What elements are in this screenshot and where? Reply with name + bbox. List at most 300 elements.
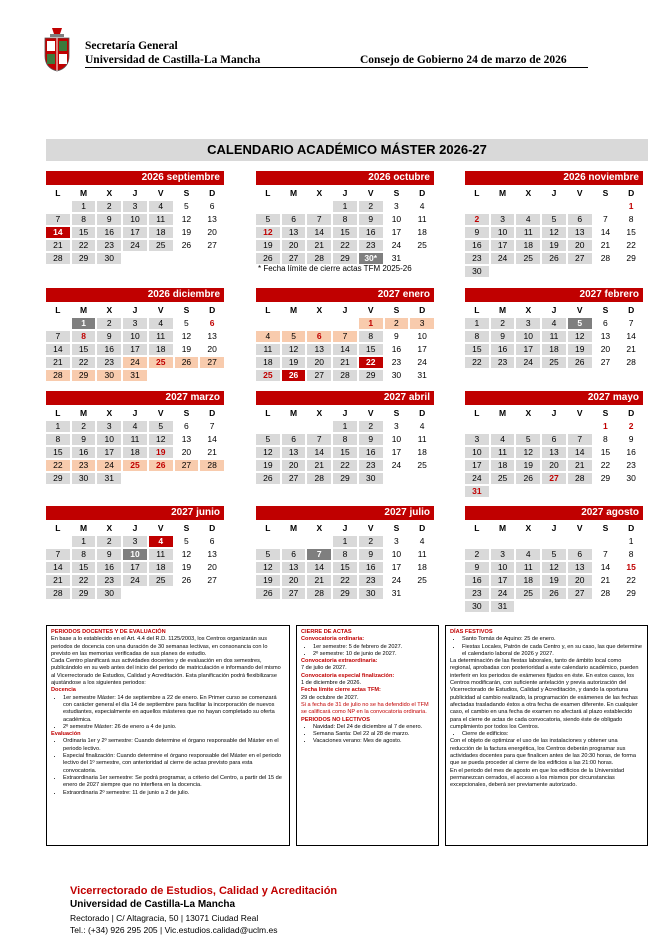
weekday-header: J <box>132 305 138 315</box>
calendar-day: 16 <box>626 447 636 457</box>
calendar-day: 7 <box>46 214 70 225</box>
header-rule <box>85 67 588 68</box>
weekday-header: D <box>628 188 635 198</box>
weekday-header: L <box>55 408 61 418</box>
calendar-day: 24 <box>391 240 402 250</box>
calendar-day: 23 <box>359 240 383 251</box>
calendar-day: 26 <box>181 575 192 585</box>
weekday-header: D <box>209 523 216 533</box>
weekday-header: J <box>132 408 138 418</box>
calendar-day: 12 <box>181 549 192 559</box>
festivos-text-1: La determinación de las fiestas laborales, tanto de ámbito local como regional, aprobadas con posterioridad a este calendario académico, pueden interferir en los periodos de exámenes fijados en éste. En estos casos, los Centros modificarán, con suficiente antelación y previa autorización del Vicerrectorado de Estudios, Calidad y Acreditación, y dando la oportuna publicidad al cambio realizado, la programación de exámenes de las fechas afectadas trasladando éstos a otra fecha de examen diferente. En cualquier caso, el cambio en una fecha de examen no afectará al plazo establecido para el cierre de actas de cada convocatoria, siendo éste de obligado cumplimiento por todos los Centros. <box>450 658 639 730</box>
calendar-day: 3 <box>394 536 399 546</box>
evaluacion-item: • Extraordinaria 2º semestre: 11 de junio a 2 de julio. <box>63 790 285 797</box>
calendar-day: 19 <box>542 240 566 251</box>
calendar-day: 25 <box>516 253 540 264</box>
calendar-day: 2 <box>385 318 409 329</box>
calendar-day: 12 <box>282 344 306 355</box>
calendar-day: 6 <box>209 536 215 546</box>
footer-address: Rectorado | C/ Altagracia, 50 | 13071 Ciudad Real <box>70 913 259 923</box>
calendar-day: 7 <box>46 549 70 560</box>
month-calendar <box>465 288 643 368</box>
calendar-day: 27 <box>568 253 592 264</box>
calendar-day: 2 <box>72 421 96 432</box>
weekday-header: X <box>106 188 113 198</box>
empty-day <box>307 201 331 212</box>
calendar-day: 15 <box>626 562 636 572</box>
calendar-day: 22 <box>626 240 636 250</box>
calendar-day: 6 <box>568 214 592 225</box>
calendar-day: 2 <box>359 536 383 547</box>
calendar-day: 7 <box>307 434 331 445</box>
calendar-day: 29 <box>626 588 636 598</box>
extraordinaria-date: 7 de julio de 2027. <box>301 665 347 672</box>
calendar-day: 23 <box>626 460 636 470</box>
calendar-day: 14 <box>307 227 331 238</box>
calendar-day: 8 <box>603 434 608 444</box>
empty-day <box>594 536 618 547</box>
weekday-header: J <box>551 523 557 533</box>
empty-day <box>282 201 306 212</box>
calendar-day: 10 <box>391 214 402 224</box>
weekday-header: S <box>393 408 400 418</box>
calendar-day: 11 <box>149 214 173 225</box>
calendar-day: 2 <box>359 201 383 212</box>
calendar-day: 4 <box>491 434 515 445</box>
calendar-day: 7 <box>603 549 608 559</box>
weekday-header: V <box>576 188 583 198</box>
calendar-day: 17 <box>97 447 121 458</box>
calendar-day: 15 <box>359 344 383 355</box>
calendar-day: 25 <box>542 357 566 368</box>
calendar-day: 4 <box>516 214 540 225</box>
calendar-day: 8 <box>359 331 383 342</box>
calendar-day: 23 <box>359 460 383 471</box>
weekday-header: S <box>602 305 609 315</box>
calendar-day: 18 <box>542 344 566 355</box>
calendar-day: 10 <box>465 447 489 458</box>
calendar-day: 30 <box>626 473 636 483</box>
calendar-day: 19 <box>181 227 192 237</box>
calendar-day: 4 <box>542 318 566 329</box>
calendar-day: 24 <box>123 240 147 251</box>
calendar-day: 29 <box>333 473 357 484</box>
weekday-header: V <box>576 408 583 418</box>
calendar-day: 1 <box>628 201 634 211</box>
calendar-day: 18 <box>149 344 173 355</box>
footer-contact: Tel.: (+34) 926 295 205 | Vic.estudios.calidad@uclm.es <box>70 925 278 935</box>
calendar-day: 26 <box>149 460 173 471</box>
calendar-day: 20 <box>207 562 217 572</box>
festivo-item: • Santo Tomás de Aquino: 25 de enero. <box>462 636 643 643</box>
empty-day <box>516 536 540 547</box>
calendar-day: 30 <box>97 588 121 599</box>
calendar-day: 24 <box>516 357 540 368</box>
calendar-day: 25 <box>149 575 173 586</box>
extraordinaria-heading: Convocatoria extraordinaria: <box>301 658 378 665</box>
calendar-day: 17 <box>391 447 402 457</box>
calendar-day: 18 <box>516 240 540 251</box>
calendar-day: 3 <box>394 201 399 211</box>
month-title: 2026 noviembre <box>465 171 643 185</box>
weekday-header: D <box>419 408 426 418</box>
calendar-day: 20 <box>307 357 331 368</box>
weekday-header: D <box>419 188 426 198</box>
calendar-day: 15 <box>46 447 70 458</box>
ordinaria-heading: Convocatoria ordinaria: <box>301 636 365 643</box>
weekday-header: M <box>499 523 507 533</box>
calendar-day: 9 <box>628 434 634 444</box>
calendar-day: 20 <box>207 227 217 237</box>
calendar-day: 13 <box>307 344 331 355</box>
calendar-day: 19 <box>149 447 173 458</box>
calendar-day: 3 <box>97 421 121 432</box>
calendar-day: 2 <box>465 214 489 225</box>
weekday-header: M <box>499 305 507 315</box>
calendar-day: 30 <box>72 473 96 484</box>
docencia-item: • 2º semestre Máster: 26 de enero a 4 de junio. <box>63 724 285 731</box>
empty-day <box>491 536 515 547</box>
calendar-day: 13 <box>207 214 217 224</box>
calendar-day: 17 <box>465 460 489 471</box>
calendar-day: 23 <box>465 253 489 264</box>
weekday-header: S <box>183 188 190 198</box>
calendar-day: 8 <box>465 331 489 342</box>
calendar-day: 26 <box>175 357 199 368</box>
calendar-day: 11 <box>256 344 280 355</box>
weekday-header: M <box>80 408 88 418</box>
weekday-header: M <box>80 523 88 533</box>
calendar-day: 22 <box>600 460 611 470</box>
month-title: 2027 abril <box>256 391 434 405</box>
tfm-heading: Fecha límite cierre actas TFM: <box>301 687 381 694</box>
weekday-header: L <box>55 188 61 198</box>
calendar-day: 9 <box>394 331 399 341</box>
calendar-day: 5 <box>184 318 189 328</box>
calendar-day: 9 <box>359 214 383 225</box>
calendar-day: 15 <box>465 344 489 355</box>
calendar-day: 1 <box>603 421 608 431</box>
calendar-day: 1 <box>46 421 70 432</box>
calendar-day: 21 <box>626 344 636 354</box>
empty-day <box>256 536 280 547</box>
empty-day <box>282 421 306 432</box>
calendar-day: 9 <box>491 331 515 342</box>
calendar-day: 1 <box>359 318 383 329</box>
calendar-day: 31 <box>391 253 402 263</box>
calendar-day: 11 <box>542 331 566 342</box>
calendar-day: 10 <box>391 549 402 559</box>
calendar-day: 24 <box>391 575 402 585</box>
calendar-day: 24 <box>123 357 147 368</box>
calendar-day: 10 <box>516 331 540 342</box>
calendar-day: 24 <box>491 588 515 599</box>
calendar-day: 24 <box>123 575 147 586</box>
evaluacion-item: • Ordinaria 1er y 2º semestre: Cuando determine el órgano responsable del Máster en el periodo lectivo. <box>63 738 285 753</box>
calendar-day: 7 <box>603 214 608 224</box>
calendar-day: 17 <box>123 562 147 573</box>
calendar-day: 20 <box>181 447 192 457</box>
calendar-day: 14 <box>307 562 331 573</box>
calendar-day: 12 <box>256 447 280 458</box>
calendar-day: 19 <box>542 575 566 586</box>
calendar-day: 24 <box>97 460 121 471</box>
calendar-day: 3 <box>516 318 540 329</box>
calendar-day: 24 <box>491 253 515 264</box>
calendar-day: 29 <box>333 588 357 599</box>
weekday-header: M <box>80 188 88 198</box>
weekday-header: V <box>367 523 374 533</box>
calendar-day: 8 <box>72 549 96 560</box>
calendar-day: 27 <box>282 253 306 264</box>
month-title: 2027 julio <box>256 506 434 520</box>
calendar-day: 19 <box>256 240 280 251</box>
calendar-day: 1 <box>628 536 634 546</box>
calendar-day: 20 <box>568 240 592 251</box>
periods-text-1: En base a lo establecido en el Art. 4.4 del R.D. 1125/2003, los Centros organizarán sus periodos de docencia con una duración de 30 semanas lectivas, en consonancia con lo previsto en las memorias verificadas de sus planes de estudio. <box>51 636 268 657</box>
calendar-day: 6 <box>307 331 331 342</box>
calendar-day: 8 <box>72 331 96 342</box>
weekday-header: L <box>265 305 271 315</box>
weekday-header: S <box>183 408 190 418</box>
calendar-day: 27 <box>282 588 306 599</box>
calendar-day: 22 <box>72 575 96 586</box>
calendar-day: 9 <box>72 434 96 445</box>
calendar-day: 6 <box>209 201 215 211</box>
no-lectivo-item: • Semana Santa: Del 22 al 28 de marzo. <box>313 731 434 738</box>
calendar-day: 2 <box>359 421 383 432</box>
calendar-day: 18 <box>417 447 427 457</box>
empty-day <box>594 201 618 212</box>
calendar-day: 27 <box>600 357 611 367</box>
empty-day <box>568 536 592 547</box>
calendar-day: 1 <box>333 201 357 212</box>
calendar-day: 17 <box>417 344 427 354</box>
weekday-header: M <box>290 188 298 198</box>
calendar-day: 1 <box>72 536 96 547</box>
calendar-day: 30 <box>465 601 489 612</box>
calendar-day: 11 <box>516 562 540 573</box>
empty-day <box>333 318 357 329</box>
calendar-day: 12 <box>149 434 173 445</box>
calendar-day: 21 <box>46 240 70 251</box>
calendar-day: 8 <box>333 214 357 225</box>
calendar-day: 31 <box>391 588 402 598</box>
weekday-header: L <box>265 408 271 418</box>
calendar-day: 10 <box>491 562 515 573</box>
month-title: 2027 junio <box>46 506 224 520</box>
calendar-day: 20 <box>568 575 592 586</box>
empty-day <box>516 421 540 432</box>
calendar-day: 22 <box>333 240 357 251</box>
calendar-day: 6 <box>542 434 566 445</box>
calendar-day: 18 <box>417 562 427 572</box>
weekday-header: J <box>132 188 138 198</box>
empty-day <box>465 421 489 432</box>
calendar-day: 26 <box>256 253 280 264</box>
calendar-day: 31 <box>123 370 147 381</box>
weekday-header: X <box>106 305 113 315</box>
calendar-day: 25 <box>149 357 173 368</box>
calendar-day: 24 <box>391 460 402 470</box>
calendar-day: 21 <box>46 357 70 368</box>
calendar-day: 10 <box>123 549 147 560</box>
calendar-day: 12 <box>568 331 592 342</box>
calendar-day: 29 <box>359 370 383 381</box>
calendar-day: 27 <box>568 588 592 599</box>
weekday-header: L <box>474 523 480 533</box>
calendar-day: 3 <box>123 536 147 547</box>
docencia-item: • 1er semestre Máster: 14 de septiembre a 22 de enero. En Primer curso se comenzará con carácter general el día 14 de septiembre para facilitar la incorporación de nuevos estudiantes, especialmente en aquellos másteres que no hayan completado su oferta académica. <box>63 695 285 724</box>
calendar-day: 28 <box>307 253 331 264</box>
calendar-day: 21 <box>307 575 331 586</box>
especial-date: 1 de diciembre de 2026. <box>301 680 362 687</box>
no-lectivos-heading: PERIODOS NO LECTIVOS <box>301 716 370 723</box>
weekday-header: L <box>55 523 61 533</box>
calendar-day: 21 <box>600 240 611 250</box>
weekday-header: X <box>316 188 323 198</box>
calendar-day: 23 <box>391 357 402 367</box>
calendar-day: 3 <box>123 318 147 329</box>
calendar-day: 4 <box>149 201 173 212</box>
calendar-day: 15 <box>72 227 96 238</box>
weekday-header: J <box>132 523 138 533</box>
calendar-day: 3 <box>410 318 434 329</box>
calendar-day: 7 <box>46 331 70 342</box>
calendar-day: 10 <box>391 434 402 444</box>
calendar-day: 22 <box>359 357 383 368</box>
calendar-day: 21 <box>307 460 331 471</box>
calendar-day: 2 <box>97 536 121 547</box>
calendar-day: 20 <box>282 240 306 251</box>
calendar-day: 9 <box>465 562 489 573</box>
calendar-day: 19 <box>181 344 192 354</box>
calendar-day: 27 <box>542 473 566 484</box>
weekday-header: V <box>576 523 583 533</box>
periods-box <box>46 625 290 846</box>
calendar-day: 13 <box>282 562 306 573</box>
calendar-day: 24 <box>417 357 427 367</box>
calendar-day: 3 <box>465 434 489 445</box>
festivos-text-3: En el periodo del mes de agosto en que los edificios de la Universidad permanezcan cerrados, el acceso a los mismos por circunstancias excepcionales, deberá ser previamente autorizado. <box>450 767 625 789</box>
calendar-day: 22 <box>72 357 96 368</box>
calendar-day: 17 <box>123 227 147 238</box>
calendar-day: 8 <box>72 214 96 225</box>
empty-day <box>307 536 331 547</box>
calendar-day: 27 <box>175 460 199 471</box>
calendar-day: 23 <box>491 357 515 368</box>
header-secretaria: Secretaría General <box>85 40 178 52</box>
empty-day <box>256 421 280 432</box>
calendar-day: 29 <box>72 370 96 381</box>
calendar-day: 20 <box>282 575 306 586</box>
footer-vicerrectorado: Vicerrectorado de Estudios, Calidad y Acreditación <box>70 885 338 897</box>
calendar-day: 28 <box>46 588 70 599</box>
calendar-day: 26 <box>542 253 566 264</box>
calendar-day: 14 <box>207 434 217 444</box>
calendar-day: 19 <box>568 344 592 355</box>
calendar-day: 28 <box>307 588 331 599</box>
weekday-header: D <box>419 305 426 315</box>
calendar-day: 11 <box>516 227 540 238</box>
weekday-header: S <box>393 305 400 315</box>
weekday-header: J <box>551 188 557 198</box>
weekday-header: D <box>419 523 426 533</box>
calendar-day: 18 <box>491 460 515 471</box>
calendar-day: 29 <box>333 253 357 264</box>
calendar-day: 10 <box>491 227 515 238</box>
calendar-day: 22 <box>626 575 636 585</box>
weekday-header: S <box>393 188 400 198</box>
weekday-header: D <box>628 305 635 315</box>
calendar-day: 17 <box>123 344 147 355</box>
calendar-day: 27 <box>307 370 331 381</box>
calendar-day: 14 <box>46 562 70 573</box>
calendar-day: 8 <box>333 549 357 560</box>
month-calendar <box>46 171 224 264</box>
calendar-day: 23 <box>72 460 96 471</box>
calendar-day: 9 <box>359 434 383 445</box>
calendar-day: 5 <box>282 331 306 342</box>
weekday-header: X <box>316 408 323 418</box>
calendar-day: 6 <box>282 434 306 445</box>
calendar-day: 1 <box>333 421 357 432</box>
calendar-day: 31 <box>465 486 489 497</box>
calendar-day: 16 <box>465 575 489 586</box>
calendar-day: 7 <box>333 331 357 342</box>
calendar-day: 13 <box>568 227 592 238</box>
month-calendar <box>46 288 224 381</box>
evaluacion-heading: Evaluación <box>51 731 81 738</box>
weekday-header: M <box>290 408 298 418</box>
calendar-day: 25 <box>516 588 540 599</box>
calendar-day: 14 <box>600 562 611 572</box>
calendar-day: 1 <box>72 201 96 212</box>
calendar-day: 14 <box>307 447 331 458</box>
calendar-day: 12 <box>542 227 566 238</box>
calendar-day: 13 <box>282 227 306 238</box>
month-calendar <box>256 288 434 381</box>
empty-day <box>542 536 566 547</box>
periods-text-2: Cada Centro planificará sus actividades docentes y de evaluación en dos semestres, publicándolo en su web antes del inicio del periodo de matriculación e informando del mismo al Vicerrectorado de Estudios, Calidad y Acreditación. Esta planificación podrá flexibilizarse ajustándose a los siguientes periodos: <box>51 658 281 687</box>
calendar-day: 15 <box>333 562 357 573</box>
calendar-day: 9 <box>359 549 383 560</box>
calendar-day: 26 <box>516 473 540 484</box>
weekday-header: S <box>183 523 190 533</box>
weekday-header: V <box>157 305 164 315</box>
calendar-day: 19 <box>256 575 280 586</box>
calendar-day: 12 <box>256 562 280 573</box>
calendar-day: 7 <box>628 318 634 328</box>
calendar-day: 20 <box>282 460 306 471</box>
calendar-day: 30 <box>97 253 121 264</box>
calendar-day: 5 <box>256 434 280 445</box>
month-calendar <box>256 171 434 264</box>
calendar-day: 7 <box>307 214 331 225</box>
ordinaria-item: • 1er semestre: 5 de febrero de 2027. <box>313 644 434 651</box>
calendar-day: 28 <box>200 460 224 471</box>
weekday-header: S <box>602 523 609 533</box>
page-title: CALENDARIO ACADÉMICO MÁSTER 2026-27 <box>46 139 648 161</box>
calendar-day: 23 <box>97 240 121 251</box>
calendar-day: 6 <box>209 318 215 328</box>
month-calendar <box>46 506 224 599</box>
calendar-day: 21 <box>46 575 70 586</box>
month-title: 2027 marzo <box>46 391 224 405</box>
calendar-day: 15 <box>333 227 357 238</box>
calendar-day: 22 <box>46 460 70 471</box>
calendar-day: 16 <box>391 344 402 354</box>
